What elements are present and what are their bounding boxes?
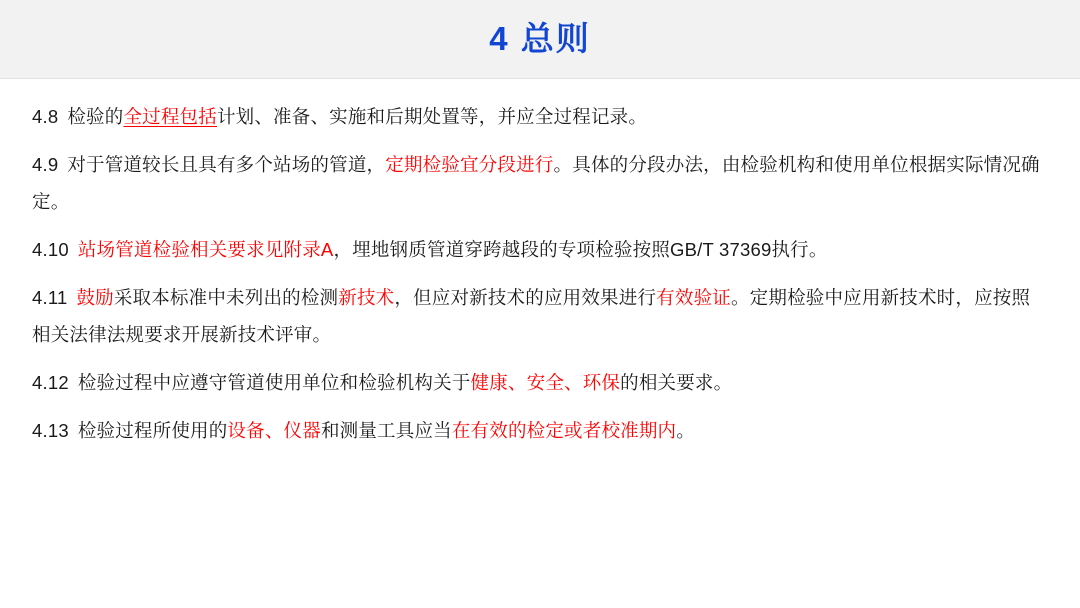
paragraph	[32, 364, 1048, 401]
body-text: 。定期检验中应用新技术时，应按照相关法律法规要求开展新技术评审。	[32, 287, 1031, 345]
highlighted-underlined-text: 全过程包括	[123, 106, 217, 127]
highlighted-text: 有效验证	[656, 287, 731, 308]
body-text: ，但应对新技术的应用效果进行	[394, 287, 657, 308]
paragraph	[32, 279, 1048, 353]
body-text: 检验过程所使用的	[77, 420, 228, 441]
body-text: 检验的	[67, 106, 124, 127]
body-text: 。具体的分段办法，由检验机构和使用单位根据实际情况确定。	[32, 154, 1040, 212]
body-text: 采取本标准中未列出的检测	[113, 287, 339, 308]
clause-number: 4.11	[32, 287, 68, 308]
body-text: 和测量工具应当	[320, 420, 452, 441]
highlighted-text: 健康、安全、环保	[470, 372, 621, 393]
content-body	[32, 98, 1048, 460]
clause-number: 4.10	[32, 239, 69, 260]
paragraph	[32, 98, 1048, 135]
body-text: 。	[676, 420, 695, 441]
highlighted-text: 定期检验宜分段进行	[385, 154, 554, 175]
clause-number: 4.12	[32, 372, 69, 393]
highlighted-text: 鼓励	[76, 287, 114, 308]
highlighted-text: 新技术	[338, 287, 395, 308]
body-text: 检验过程中应遵守管道使用单位和检验机构关于	[77, 372, 471, 393]
body-text: 对于管道较长且具有多个站场的管道，	[67, 154, 386, 175]
body-text: 计划、准备、实施和后期处置等，并应全过程记录。	[216, 106, 648, 127]
body-text: ，埋地钢质管道穿跨越段的专项检验按照GB/T 37369执行。	[333, 239, 828, 260]
clause-number: 4.8	[32, 106, 59, 127]
paragraph	[32, 146, 1048, 220]
highlighted-text: 站场管道检验相关要求见附录A	[77, 239, 334, 260]
clause-number: 4.9	[32, 154, 59, 175]
paragraph	[32, 231, 1048, 268]
paragraph	[32, 412, 1048, 449]
highlighted-text: 设备、仪器	[227, 420, 321, 441]
body-text: 的相关要求。	[620, 372, 733, 393]
highlighted-text: 在有效的检定或者校准期内	[451, 420, 677, 441]
clause-number: 4.13	[32, 420, 69, 441]
page-title: 4 总则	[489, 20, 591, 57]
